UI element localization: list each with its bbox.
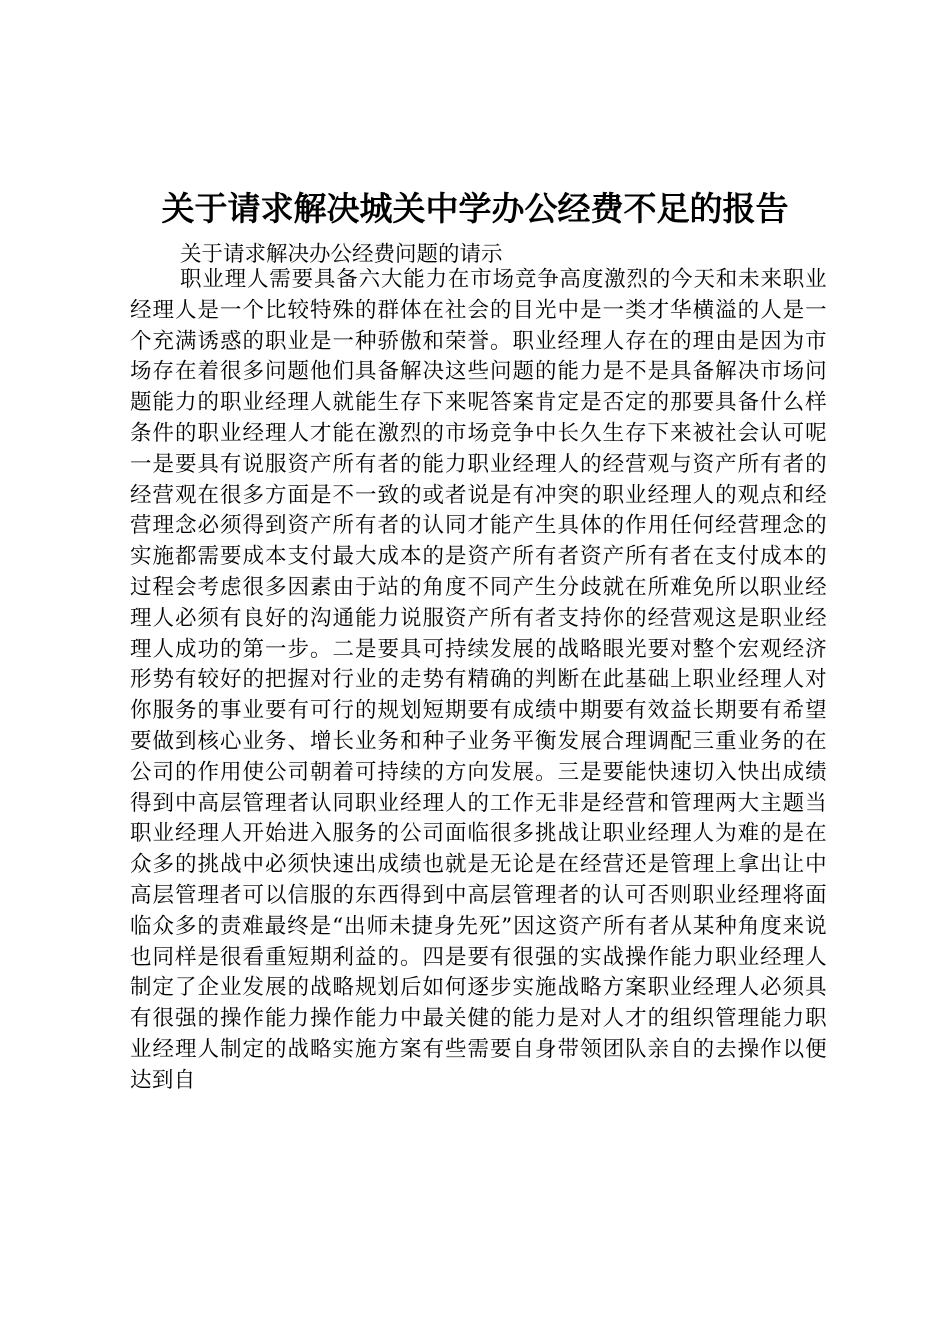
document-body-paragraph: 职业理人需要具备六大能力在市场竞争高度激烈的今天和未来职业经理人是一个比较特殊的群体在社会的目光中是一类才华横溢的人是一个充满诱惑的职业是一种骄傲和荣誉。职业经理人存在的理由是因为市场存在着很多问题他们具备解决这些问题的能力是不是具备解决市场问题能力的职业经理人就能生存下来呢答案肯定是否定的那要具备什么样条件的职业经理人才能在激烈的市场竞争中长久生存下来被社会认可呢一是要具有说服资产所有者的能力职业经理人的经营观与资产所有者的经营观在很多方面是不一致的或者说是有冲突的职业经理人的观点和经营理念必须得到资产所有者的认同才能产生具体的作用任何经营理念的实施都需要成本支付最大成本的是资产所有者资产所有者在支付成本的过程会考虑很多因素由于站的角度不同产生分歧就在所难免所以职业经理人必须有良好的沟通能力说服资产所有者支持你的经营观这是职业经理人成功的第一步。二是要具可持续发展的战略眼光要对整个宏观经济形势有较好的把握对行业的走势有精确的判断在此基础上职业经理人对你服务的事业要有可行的规划短期要有成绩中期要有效益长期要有希望要做到核心业务、增长业务和种子业务平衡发展合理调配三重业务的在公司的作用使公司朝着可持续的方向发展。三是要能快速切入快出成绩得到中高层管理者认同职业经理人的工作无非是经营和管理两大主题当职业经理人开始进入服务的公司面临很多挑战让职业经理人为难的是在众多的挑战中必须快速出成绩也就是无论是在经营还是管理上拿出让中高层管理者可以信服的东西得到中高层管理者的认可否则职业经理将面临众多的责难最终是“出师未捷身先死”因这资产所有者从某种角度来说也同样是很看重短期利益的。四是要有很强的实战操作能力职业经理人制定了企业发展的战略规划后如何逐步实施战略方案职业经理人必须具有很强的操作能力操作能力中最关健的能力是对人才的组织管理能力职业经理人制定的战略实施方案有些需要自身带领团队亲自的去操作以便达到自 <box>130 267 827 1093</box>
document-title: 关于请求解决城关中学办公经费不足的报告 <box>161 189 789 228</box>
document-subtitle: 关于请求解决办公经费问题的请示 <box>180 242 503 267</box>
